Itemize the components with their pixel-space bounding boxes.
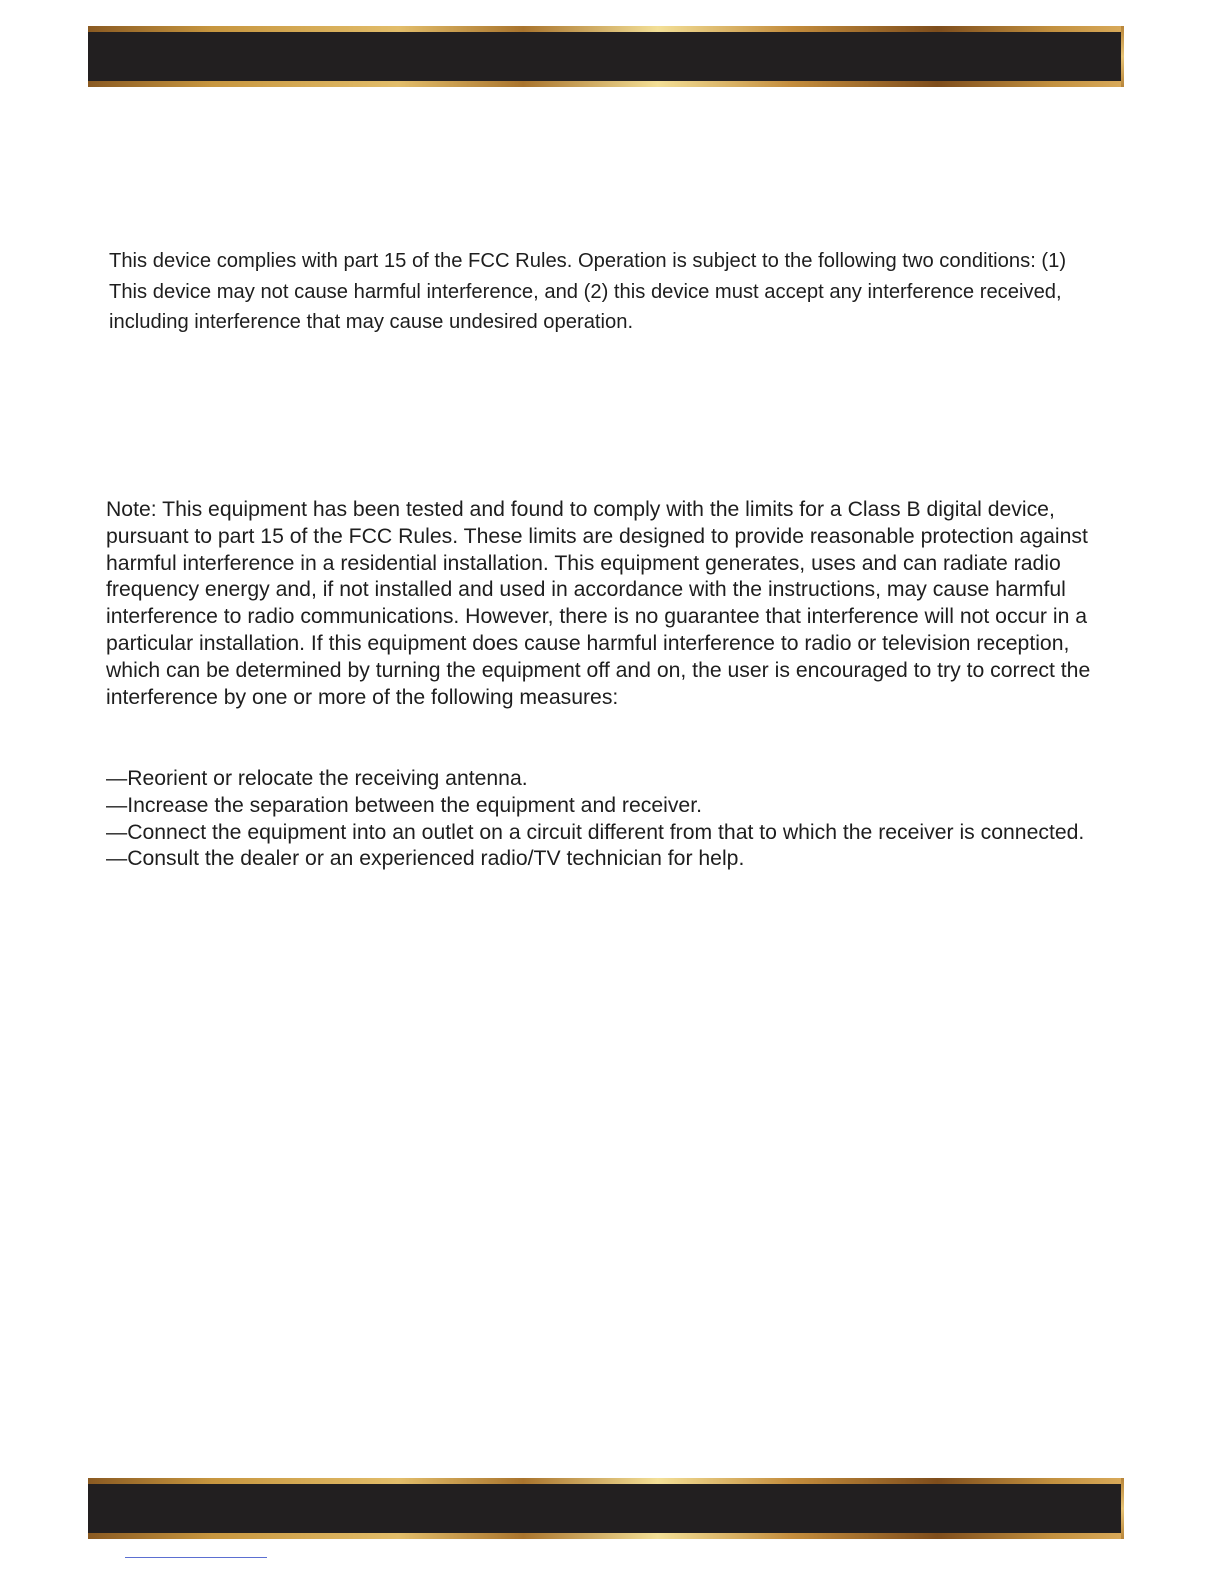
measure-item: —Increase the separation between the equipment and receiver. — [106, 793, 702, 817]
footer-rule — [125, 1557, 267, 1558]
measure-item: —Consult the dealer or an experienced radio/TV technician for help. — [106, 847, 745, 871]
top-banner-gold-edge — [1121, 26, 1124, 87]
top-banner — [88, 26, 1124, 87]
bottom-banner-gold-edge — [1121, 1478, 1124, 1539]
fcc-compliance-statement: This device complies with part 15 of the FCC Rules. Operation is subject to the following two conditions: (1) This device may not cause harmful interference, and (2) this device must accept any interference received, including interference that may cause undesired operation. — [109, 250, 1067, 333]
measure-item: —Connect the equipment into an outlet on a circuit different from that to which the receiver is connected. — [106, 820, 1085, 844]
bottom-banner-gold-trim-lower — [88, 1533, 1124, 1539]
top-banner-gold-trim-lower — [88, 81, 1124, 87]
top-banner-gold-trim — [88, 26, 1124, 32]
bottom-banner — [88, 1478, 1124, 1539]
bottom-banner-gold-trim — [88, 1478, 1124, 1484]
measure-item: —Reorient or relocate the receiving antenna. — [106, 767, 528, 790]
class-b-note: Note: This equipment has been tested and found to comply with the limits for a Class B digital device, pursuant to part 15 of the FCC Rules. These limits are designed to provide reasonable protection against harmful interference in a residential installation. This equipment generates, uses and can radiate radio frequency energy and, if not installed and used in accordance with the instructions, may cause harmful interference to radio communications. However, there is no guarantee that interference will not occur in a particular installation. If this equipment does cause harmful interference to radio or television reception, which can be determined by turning the equipment off and on, the user is encouraged to try to correct the interference by one or more of the following measures: — [106, 498, 1091, 709]
measures-list — [106, 766, 1106, 873]
